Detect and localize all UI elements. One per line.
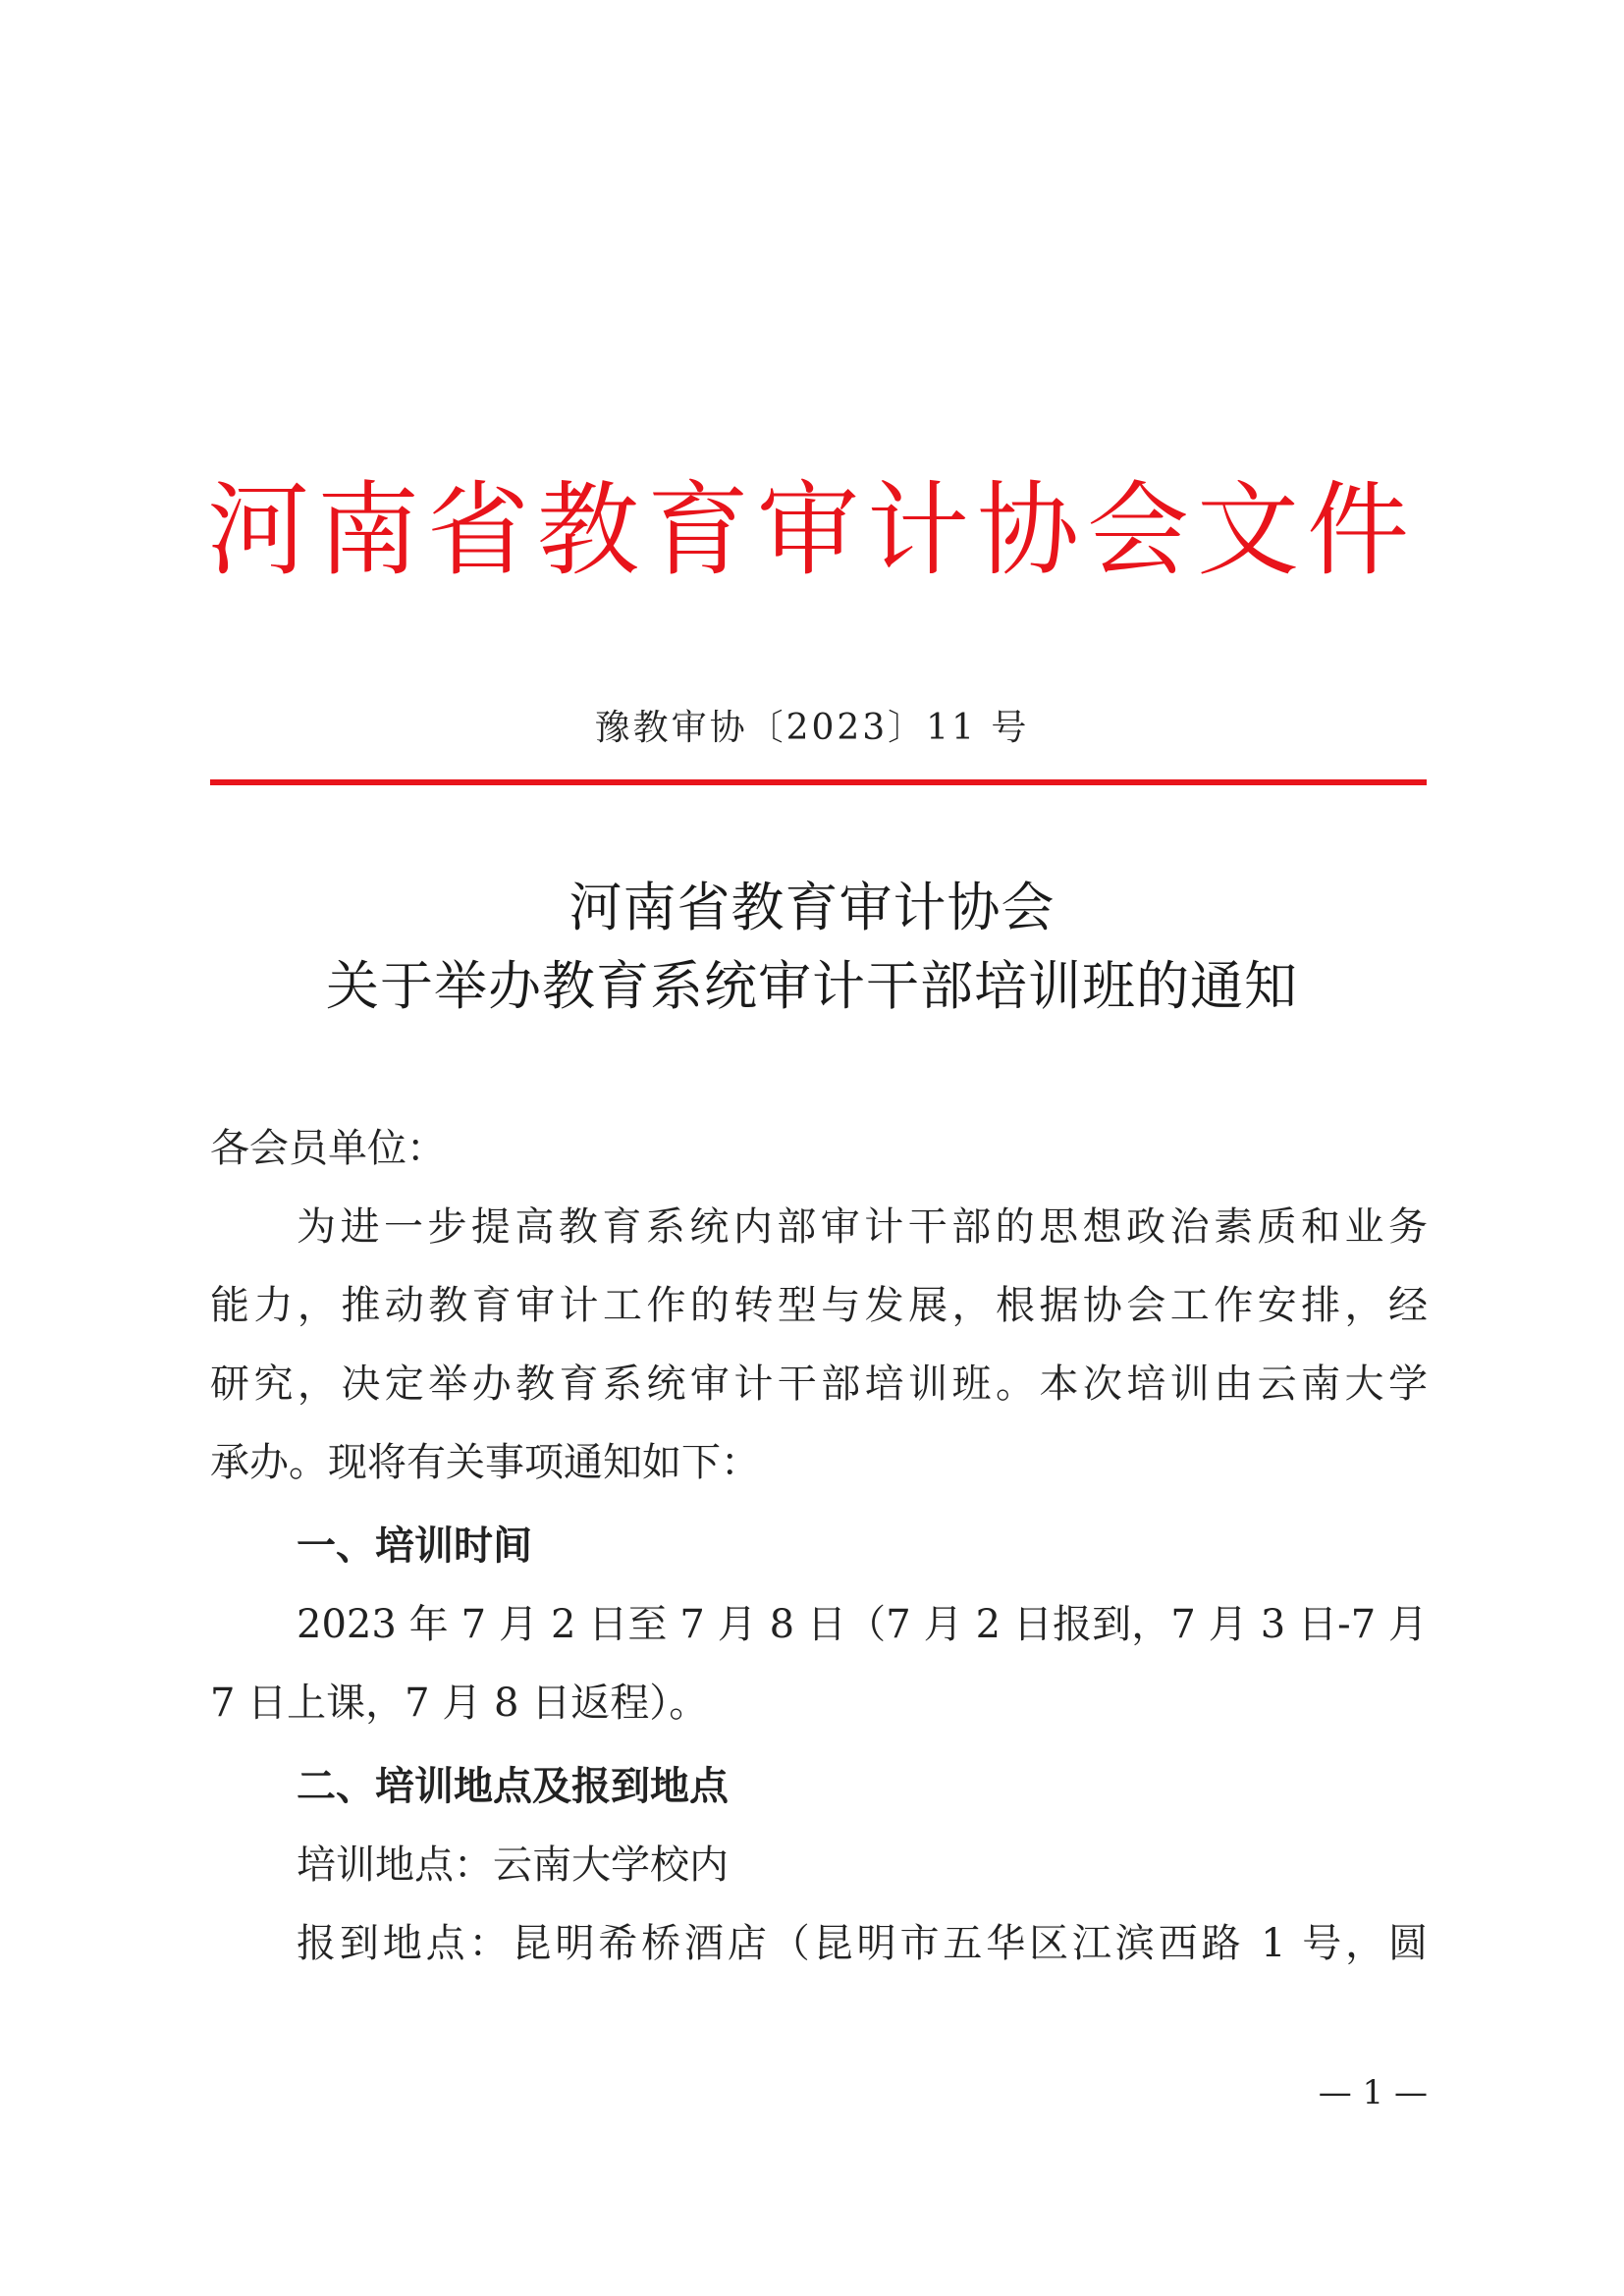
document-number: 豫教审协〔2023〕11 号 — [594, 708, 1030, 748]
intro-paragraph-line: 承办。现将有关事项通知如下： — [210, 1440, 760, 1485]
training-time-line: 2023 年 7 月 2 日至 7 月 8 日（7 月 2 日报到，7 月 3 日-7 月 — [297, 1602, 1428, 1647]
document-header-title: 河南省教育审计协会文件 — [206, 470, 1417, 590]
notice-title-line-2: 关于举办教育系统审计干部培训班的通知 — [326, 955, 1298, 1017]
training-location: 培训地点：云南大学校内 — [297, 1842, 729, 1888]
intro-paragraph-line: 为进一步提高教育系统内部审计干部的思想政治素质和业务 — [297, 1204, 1428, 1250]
salutation: 各会员单位： — [210, 1126, 446, 1171]
section-heading-training-time: 一、培训时间 — [297, 1523, 532, 1569]
checkin-location: 报到地点：昆明希桥酒店（昆明市五华区江滨西路 1 号，圆 — [297, 1921, 1428, 1966]
intro-paragraph-line: 研究，决定举办教育系统审计干部培训班。本次培训由云南大学 — [210, 1362, 1428, 1407]
notice-title-line-1: 河南省教育审计协会 — [568, 877, 1056, 938]
page-number: — 1 — — [1318, 2073, 1428, 2112]
red-divider — [210, 779, 1427, 785]
training-time-line: 7 日上课，7 月 8 日返程）。 — [210, 1681, 709, 1726]
section-heading-training-location: 二、培训地点及报到地点 — [297, 1764, 729, 1809]
intro-paragraph-line: 能力，推动教育审计工作的转型与发展，根据协会工作安排，经 — [210, 1283, 1428, 1328]
